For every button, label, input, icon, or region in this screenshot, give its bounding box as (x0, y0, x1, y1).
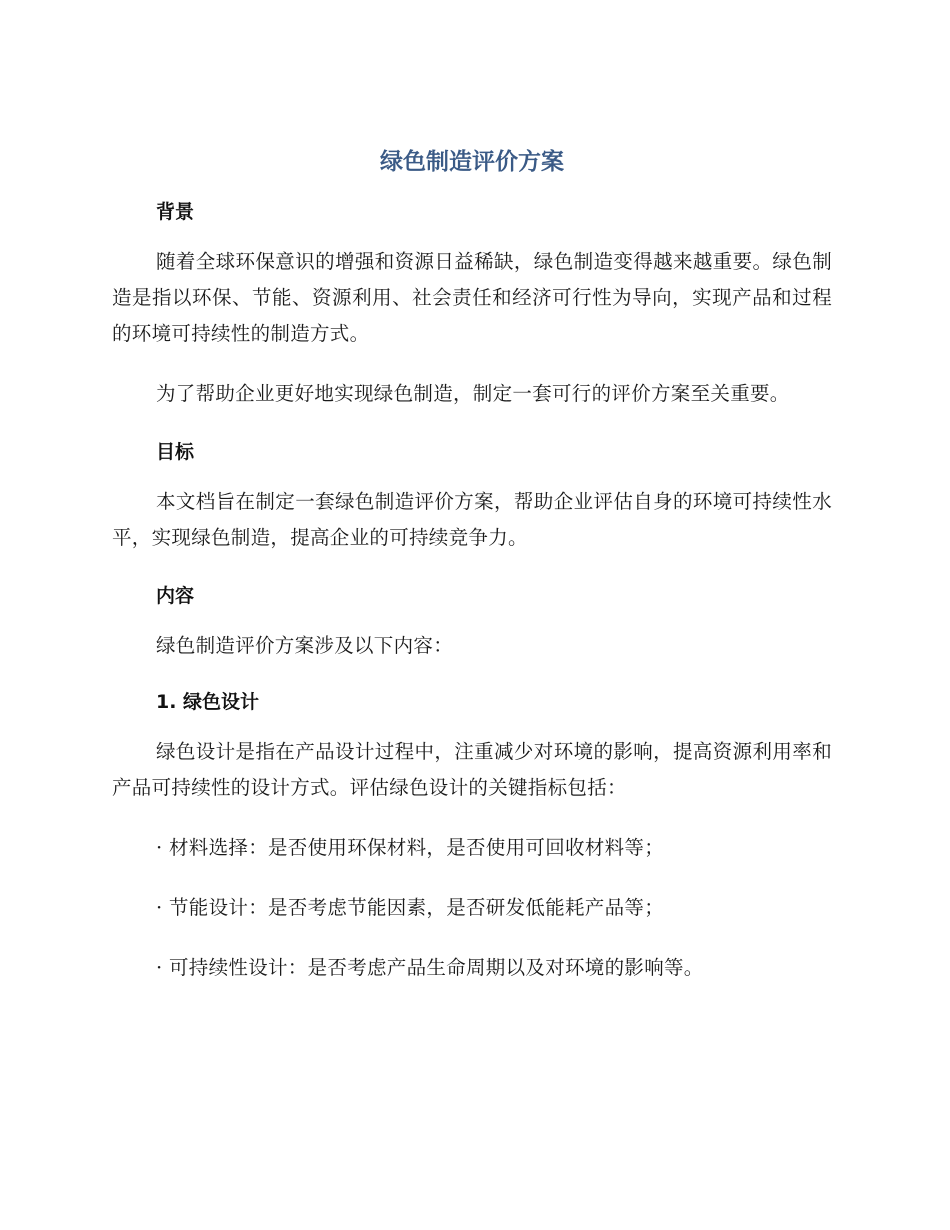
section-heading-green-design: 1. 绿色设计 (156, 691, 260, 713)
paragraph: 绿色设计是指在产品设计过程中，注重减少对环境的影响，提高资源利用率和产品可持续性的设计方式。评估绿色设计的关键指标包括： (112, 740, 832, 799)
section-heading-content: 内容 (156, 585, 195, 607)
paragraph: 绿色制造评价方案涉及以下内容： (156, 634, 454, 657)
section-heading-background: 背景 (156, 201, 195, 223)
bullet-item: · 可持续性设计：是否考虑产品生命周期以及对环境的影响等。 (156, 956, 704, 979)
paragraph: 本文档旨在制定一套绿色制造评价方案，帮助企业评估自身的环境可持续性水平，实现绿色制造，提高企业的可持续竞争力。 (112, 490, 832, 549)
paragraph: 为了帮助企业更好地实现绿色制造，制定一套可行的评价方案至关重要。 (156, 382, 790, 405)
section-heading-goal: 目标 (156, 441, 195, 463)
document-page (112, 140, 832, 986)
document-title: 绿色制造评价方案 (380, 149, 564, 175)
bullet-item: · 节能设计：是否考虑节能因素，是否研发低能耗产品等； (156, 896, 664, 919)
bullet-item: · 材料选择：是否使用环保材料，是否使用可回收材料等； (156, 836, 664, 859)
paragraph: 随着全球环保意识的增强和资源日益稀缺，绿色制造变得越来越重要。绿色制造是指以环保、节能、资源利用、社会责任和经济可行性为导向，实现产品和过程的环境可持续性的制造方式。 (112, 250, 832, 345)
